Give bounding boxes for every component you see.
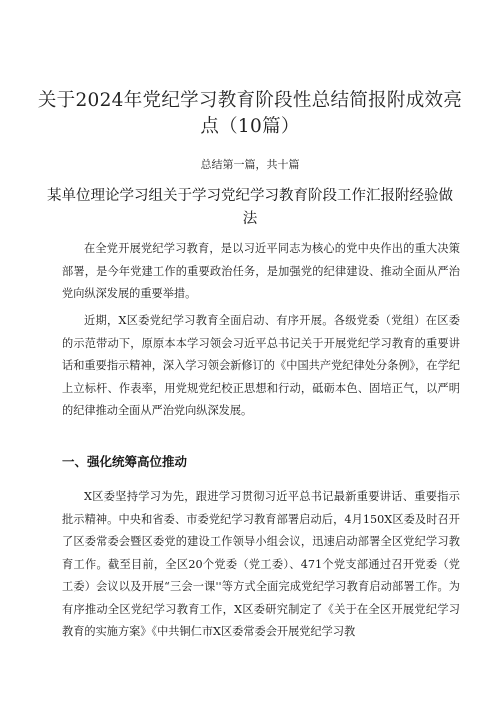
section-heading: 一、强化统筹高位推动 <box>62 454 188 469</box>
document-subtitle: 某单位理论学习组关于学习党纪学习教育阶段工作汇报附经验做法 <box>47 188 453 227</box>
paragraph-3: X区委坚持学习为先，跟进学习贯彻习近平总书记最新重要讲话、重要指示批示精神。中央和省委、市委党纪学习教育部署启动后，4月150X区委及时召开了区委常委会暨区委党的建设工作领导小组会议，迅速启动部署全区党纪学习教育工作。截至目前，全区20个党委（党工委）、471个党支部通过召开党委（党工委）会议以及开展“三会一课''等方式全面完成党纪学习教育启动部署工作。为有序推动全区党纪学习教育工作，X区委研究制定了《关于在全区开展党纪学习教育的实施方案》《中共铜仁市X区委常委会开展党纪学习教 <box>62 490 460 638</box>
document-title: 关于2024年党纪学习教育阶段性总结简报附成效亮点（10篇） <box>37 90 463 137</box>
paragraph-2: 近期，X区委党纪学习教育全面启动、有序开展。各级党委（党组）在区委的示范带动下，原原本本学习领会习近平总书记关于开展党纪学习教育的重要讲话和重要指示精神，深入学习领会新修订的《中国共产党纪律处分条例》，在学纪上立标杆、作表率，用党规党纪校正思想和行动，砥砺本色、固培正气，以严明的纪律推动全面从严治党向纵深发展。 <box>62 314 460 417</box>
section-label: 总结第一篇，共十篇 <box>200 158 300 171</box>
paragraph-1: 在全党开展党纪学习教育，是以习近平同志为核心的党中央作出的重大决策部署，是今年党建工作的重要政治任务，是加强党的纪律建设、推动全面从严治党向纵深发展的重要举措。 <box>62 242 460 300</box>
